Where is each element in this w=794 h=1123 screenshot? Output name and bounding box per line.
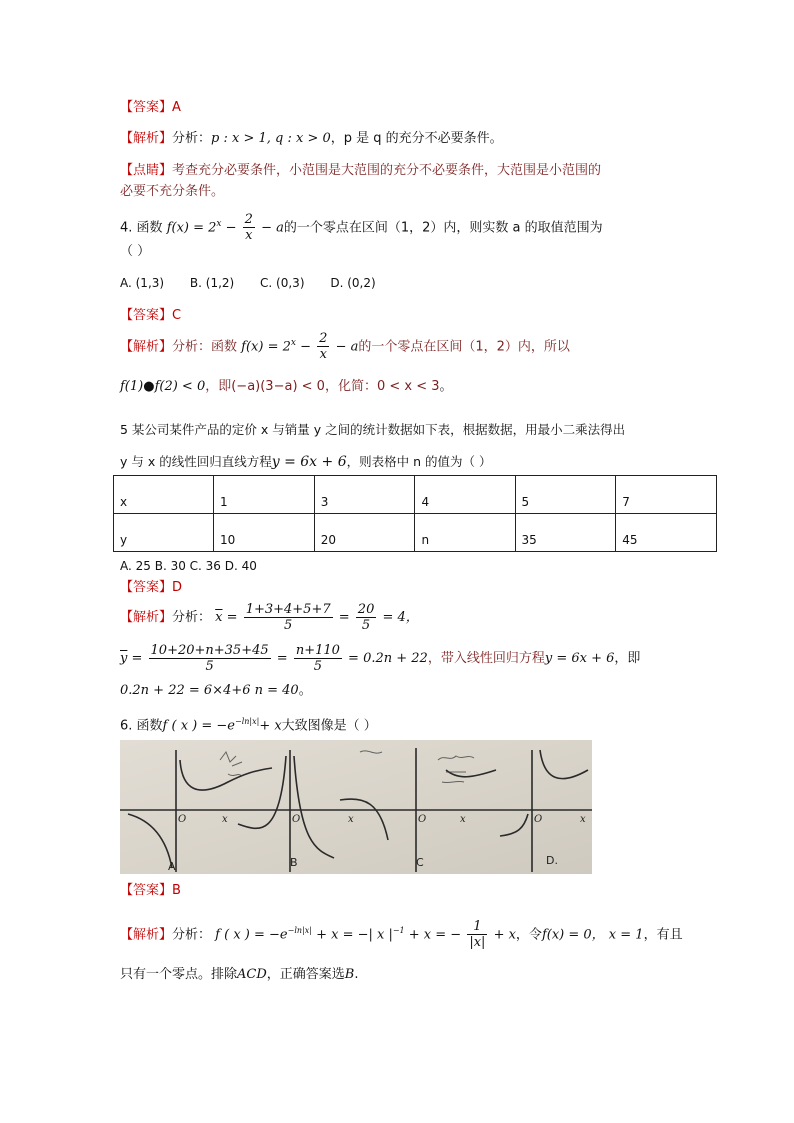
analysis-prefix: 分析： [172,610,212,625]
line2-c: ，化简：0 < x < 3 [324,379,440,394]
analysis-math: p : x > 1, q : x > 0 [211,131,331,146]
answer-tag: 【答案】 [120,883,173,898]
line2-b: ，正确答案选 [266,967,345,982]
comment-line1: 考查充分必要条件，小范围是大范围的充分不必要条件，大范围是小范围的 [172,163,602,178]
q4-answer [120,307,181,325]
analysis-sup2: −1 [392,926,405,935]
table-row [114,514,717,552]
frac-den: x [245,228,253,244]
q6-analysis-line2 [120,966,359,984]
stem-fraction [243,212,255,243]
comment-tag: 【点睛】 [120,163,173,178]
svg-text:O: O [292,814,301,825]
q6-analysis [120,913,683,953]
analysis-tag: 【解析】 [120,131,173,146]
q5-analysis-ybar: $\overline{y}$ = $\frac{10+20+n+35+45}{5}$ = $\frac{n+110}{5}$ = 0.2n + 22，带入线性回归方程y = 6x + 6，即 [120,643,641,674]
table-cell: 35 [515,514,616,552]
xbar-result: = 4， [382,610,419,625]
line2-a: f(1)●f(2) < 0 [120,379,206,394]
answer-value: D [172,580,183,595]
q6-answer [120,882,181,900]
line2-end: 。 [439,379,453,394]
stem-sup: −ln|x| [234,717,260,726]
svg-text:x: x [348,814,354,825]
frac-den: 5 [361,618,371,633]
frac-den: 5 [313,659,322,674]
analysis-sup: x [290,338,296,348]
q5-answer [120,579,182,597]
line2-end: . [354,967,359,982]
analysis-tag: 【解析】 [120,927,173,943]
q5-final [120,682,312,700]
ybar-end: ，即 [614,651,641,666]
line2-answer: B [344,967,355,982]
data-table [113,475,717,552]
analysis-end: ，有且 [643,927,683,943]
option-b: B. (1,2) [189,276,235,290]
stem-line2-a: y 与 x 的线性回归直线方程 [120,454,272,469]
line2-acd: ACD [237,967,267,982]
answer-tag: 【答案】 [120,308,173,323]
frac-num: 20 [357,602,375,617]
graph-label-b: B [290,856,298,869]
analysis-eq: f(x) = 0 [541,927,592,943]
table-cell: y [114,514,214,552]
q5-stem-line2 [120,453,491,471]
q5-options: A. 25 B. 30 C. 36 D. 40 [120,559,257,573]
xbar-symbol: $\overline{x}$ [215,610,223,625]
option-d: D. (0,2) [330,276,376,290]
stem-tail: − a [261,220,284,236]
line2-a: 只有一个零点。排除 [120,967,238,982]
answer-value: B [172,883,181,898]
analysis-prefix: 分析：函数 [172,339,238,355]
analysis-prefix: 分析： [172,927,212,943]
frac-den: 5 [284,618,293,633]
q3-comment-line2: 必要不充分条件。 [120,184,225,199]
ybar-symbol: $\overline{y}$ [120,651,128,666]
analysis-minus: − [300,339,312,355]
ybar-result: = 0.2n + 22 [348,651,428,666]
analysis-sup: −ln|x| [287,926,312,935]
q3-answer [120,99,181,117]
q4-stem [120,207,603,245]
q6-stem [120,713,377,735]
xbar-fraction [244,602,333,633]
analysis-tag: 【解析】 [120,339,173,355]
q4-analysis [120,326,570,364]
analysis-prefix: 分析： [172,131,212,146]
table-cell: 45 [616,514,717,552]
table-cell: x [114,476,214,514]
stem-suffix: 大致图像是（ ） [281,718,377,734]
analysis-fraction [467,919,487,950]
ybar-note: ，带入线性回归方程 [427,651,545,666]
svg-text:x: x [460,814,466,825]
svg-text:O: O [418,814,427,825]
analysis-fraction [317,331,329,362]
q4-options [120,274,376,292]
frac-num: 1+3+4+5+7 [245,602,331,617]
graph-options-photo [120,740,592,874]
table-cell: 5 [515,476,616,514]
table-cell: 7 [616,476,717,514]
regression-equation: y = 6x + 6 [271,454,347,470]
analysis-mid: + x = −| x | [316,927,393,943]
analysis-tail: + x [493,927,516,943]
q5-analysis-xbar: 【解析】分析： $\overline{x}$ = $\frac{1+3+4+5+7}{5}$ = $\frac{20}{5}$ = 4， [120,602,419,633]
svg-text:x: x [580,814,586,825]
frac-num: n+110 [295,643,340,658]
stem-suffix: 的一个零点在区间（1，2）内，则实数 a 的取值范围为 [283,220,603,236]
ybar-fraction [149,643,271,674]
option-c: C. (0,3) [260,276,305,290]
table-row [114,476,717,514]
q3-analysis [120,130,503,148]
graph-label-a: A [168,860,176,873]
frac-den: 5 [205,659,214,674]
analysis-sol: ， x = 1 [591,927,644,943]
analysis-let: ，令 [515,927,542,943]
frac-num: 2 [319,331,328,347]
ybar-equation: y = 6x + 6 [544,651,615,666]
stem-line2-b: ，则表格中 n 的值为（ ） [346,454,492,469]
stem-minus: − [225,220,237,236]
q4-analysis-line2 [120,378,453,396]
ybar-fraction-2 [294,643,342,674]
analysis-fx: f(x) = 2 [241,339,291,355]
xbar-fraction-2 [356,602,377,633]
stem-tail: + x [259,718,282,734]
table-cell: 1 [214,476,315,514]
analysis-suffix: ，p 是 q 的充分不必要条件。 [330,131,503,146]
table-cell: 20 [314,514,415,552]
svg-text:O: O [534,814,543,825]
frac-den: x [319,347,327,363]
table-cell: 4 [415,476,515,514]
answer-value: A [172,100,181,115]
final-equation: 0.2n + 22 = 6×4+6 n = 40 [120,683,299,698]
analysis-suffix: 的一个零点在区间（1，2）内，所以 [358,339,570,355]
table-cell: 3 [314,476,415,514]
final-end: 。 [298,683,312,698]
frac-num: 10+20+n+35+45 [150,643,269,658]
analysis-mid2: + x = − [408,927,462,943]
analysis-tail: − a [335,339,359,355]
graph-label-c: C [416,856,424,869]
stem-fx: f ( x ) = −e [162,718,235,734]
stem-sup: x [216,219,222,229]
table-cell: 10 [214,514,315,552]
answer-tag: 【答案】 [120,100,173,115]
stem-fx: f(x) = 2 [166,220,217,236]
q4-paren: （ ） [120,244,151,259]
frac-num: 2 [244,212,253,228]
option-a: A. (1,3) [120,276,165,290]
line2-b: ，即(−a)(3−a) < 0 [205,379,325,394]
svg-text:x: x [222,814,228,825]
stem-prefix: 4. 函数 [120,220,163,236]
table-cell: n [415,514,515,552]
frac-num: 1 [467,919,487,935]
q3-comment [120,162,601,180]
answer-tag: 【答案】 [120,580,173,595]
q5-stem-line1: 5 某公司某件产品的定价 x 与销量 y 之间的统计数据如下表，根据数据，用最小二乘法得出 [120,422,626,437]
answer-value: C [172,308,182,323]
analysis-tag: 【解析】 [120,610,173,625]
stem-prefix: 6. 函数 [120,718,163,734]
frac-den: |x| [469,935,486,951]
analysis-fx: f ( x ) = −e [215,927,288,943]
svg-text:O: O [178,814,187,825]
graph-label-d: D. [546,854,558,867]
